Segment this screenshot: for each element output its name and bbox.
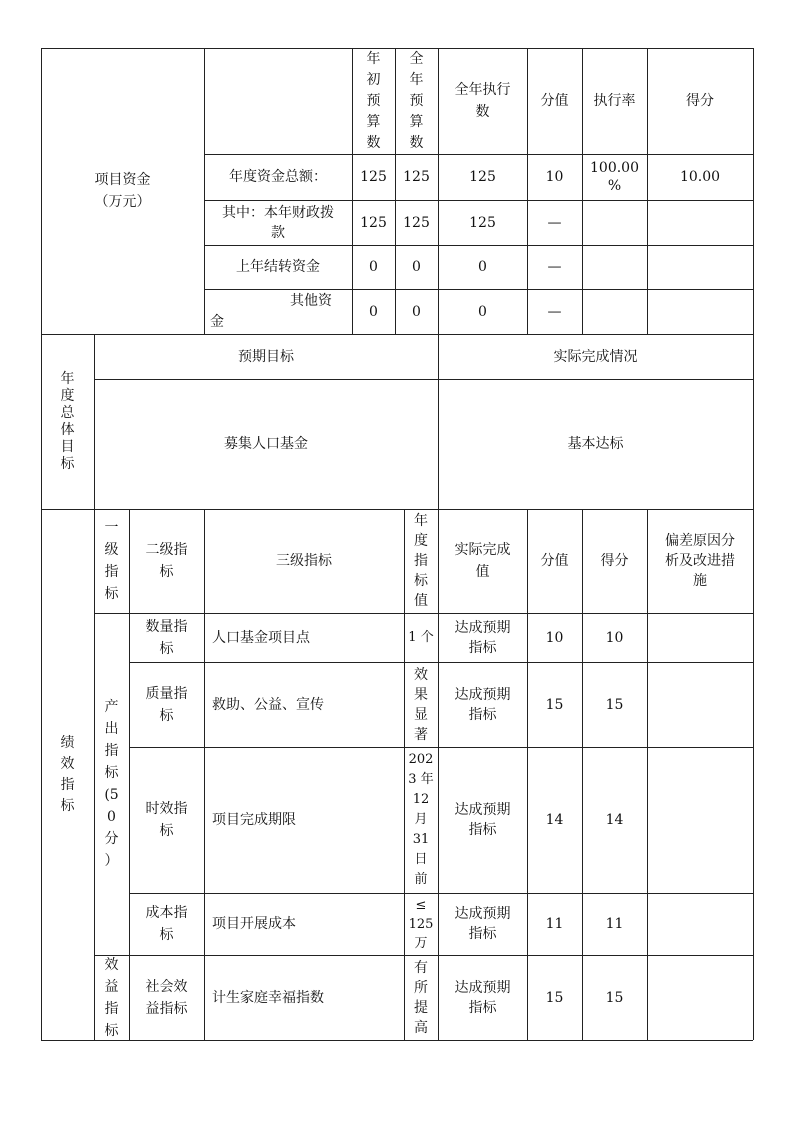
indicator-score: 15 <box>605 696 624 713</box>
funds-row-score <box>647 289 753 334</box>
funds-row-initial: 0 <box>369 303 378 320</box>
indicator-level2: 时效指 标 <box>145 801 188 839</box>
header-executed: 全年执行 数 <box>454 82 511 120</box>
header-execution-rate: 执行率 <box>593 93 636 109</box>
funds-row-initial: 125 <box>360 169 387 185</box>
indicator-level3: 计生家庭幸福指数 <box>212 989 324 1006</box>
indicator-actual-value: 达成预期 指标 <box>454 619 511 656</box>
indicator-deviation <box>647 893 753 955</box>
indicator-score: 10 <box>605 629 624 646</box>
funds-row-rate: 100.00 % <box>590 160 639 194</box>
indicator-score: 15 <box>605 989 624 1006</box>
funds-row-full: 0 <box>412 259 421 275</box>
header-score: 得分 <box>686 93 714 109</box>
indicator-score-value: 10 <box>545 629 564 646</box>
indicator-score-value: 11 <box>545 916 564 932</box>
header-deviation: 偏差原因分 析及改进措 施 <box>665 533 735 589</box>
funds-row-label <box>204 289 352 334</box>
indicator-annual-value: 202 3 年 12 月 31 日 前 <box>408 752 434 887</box>
funds-row-label: 其中：本年财政拨 款 <box>222 204 334 241</box>
indicator-level3: 人口基金项目点 <box>212 629 310 646</box>
indicator-score-value: 14 <box>545 812 564 828</box>
indicator-level2: 成本指 标 <box>145 905 188 943</box>
indicator-level3: 救助、公益、宣传 <box>212 696 324 713</box>
indicator-deviation <box>647 747 753 893</box>
actual-completion-text: 基本达标 <box>567 436 624 452</box>
header-full-year-budget: 全 年 预 算 数 <box>409 50 424 151</box>
performance-section-label: 绩 效 指 标 <box>60 734 75 814</box>
indicator-deviation <box>647 955 753 1040</box>
indicator-deviation <box>647 613 753 662</box>
header-annual-value: 年 度 指 标 值 <box>414 513 428 609</box>
indicator-annual-value: 有 所 提 高 <box>414 959 428 1036</box>
funds-section-label: 项目资金 （万元） <box>94 172 151 210</box>
indicator-deviation <box>647 662 753 747</box>
indicator-actual-value: 达成预期 指标 <box>454 802 511 838</box>
indicator-level2: 数量指 标 <box>145 618 188 657</box>
funds-row-full: 125 <box>403 169 430 185</box>
header-level1: 一 级 指 标 <box>104 520 119 602</box>
indicator-annual-value: 1 个 <box>408 629 434 645</box>
indicator-level3: 项目开展成本 <box>212 916 296 932</box>
indicator-actual-value: 达成预期 指标 <box>454 979 511 1016</box>
indicator-level3: 项目完成期限 <box>212 812 296 828</box>
funds-row-value: — <box>547 214 562 231</box>
output-indicator-group: 产 出 指 标 (5 0 分 ） <box>104 699 119 869</box>
indicator-score-value: 15 <box>545 696 564 713</box>
funds-row-value: — <box>547 303 562 320</box>
indicator-annual-value: ≤ 125 万 <box>408 897 434 951</box>
indicator-score-value: 15 <box>545 989 564 1006</box>
header-score-value: 分值 <box>540 93 569 109</box>
funds-row-label-line2: 金 <box>210 314 224 330</box>
header-level2: 二级指 标 <box>145 542 188 580</box>
funds-row-executed: 0 <box>478 303 487 320</box>
indicator-annual-value: 效 果 显 著 <box>414 666 428 743</box>
funds-row-full: 0 <box>412 303 421 320</box>
benefit-indicator-group: 效 益 指 标 <box>104 956 119 1039</box>
expected-goal-text: 募集人口基金 <box>224 436 308 452</box>
funds-row-score <box>647 245 753 289</box>
funds-row-initial: 0 <box>369 259 378 275</box>
indicator-score: 11 <box>605 916 624 932</box>
header-score-value: 分值 <box>540 553 569 569</box>
indicator-actual-value: 达成预期 指标 <box>454 686 511 723</box>
funds-row-executed: 125 <box>469 169 496 185</box>
indicator-level2: 社会效 益指标 <box>145 978 188 1017</box>
funds-row-label: 年度资金总额： <box>229 169 327 185</box>
expected-goal-header: 预期目标 <box>238 348 294 365</box>
funds-row-rate <box>582 245 647 289</box>
goals-section-label: 年 度 总 体 目 标 <box>60 370 75 472</box>
header-level3: 三级指标 <box>276 553 332 569</box>
funds-row-rate <box>582 289 647 334</box>
funds-row-label-line1: 其他资 <box>290 293 332 309</box>
actual-completion-header: 实际完成情况 <box>553 348 638 365</box>
funds-row-score <box>647 200 753 245</box>
funds-row-initial: 125 <box>360 214 387 231</box>
indicator-level2: 质量指 标 <box>145 685 188 724</box>
header-initial-budget: 年 初 预 算 数 <box>366 50 381 151</box>
funds-row-executed: 0 <box>478 259 487 275</box>
funds-row-rate <box>582 200 647 245</box>
funds-row-full: 125 <box>403 214 430 231</box>
funds-row-label: 上年结转资金 <box>236 259 320 275</box>
header-actual-value: 实际完成 值 <box>454 542 511 580</box>
indicator-actual-value: 达成预期 指标 <box>454 906 511 942</box>
funds-row-value: — <box>547 259 562 275</box>
header-score: 得分 <box>600 553 629 569</box>
funds-row-value: 10 <box>545 169 564 185</box>
grid-line <box>753 48 754 1040</box>
grid-line <box>41 1040 753 1041</box>
indicator-score: 14 <box>605 812 624 828</box>
funds-row-score: 10.00 <box>679 169 721 185</box>
funds-row-executed: 125 <box>469 214 496 231</box>
